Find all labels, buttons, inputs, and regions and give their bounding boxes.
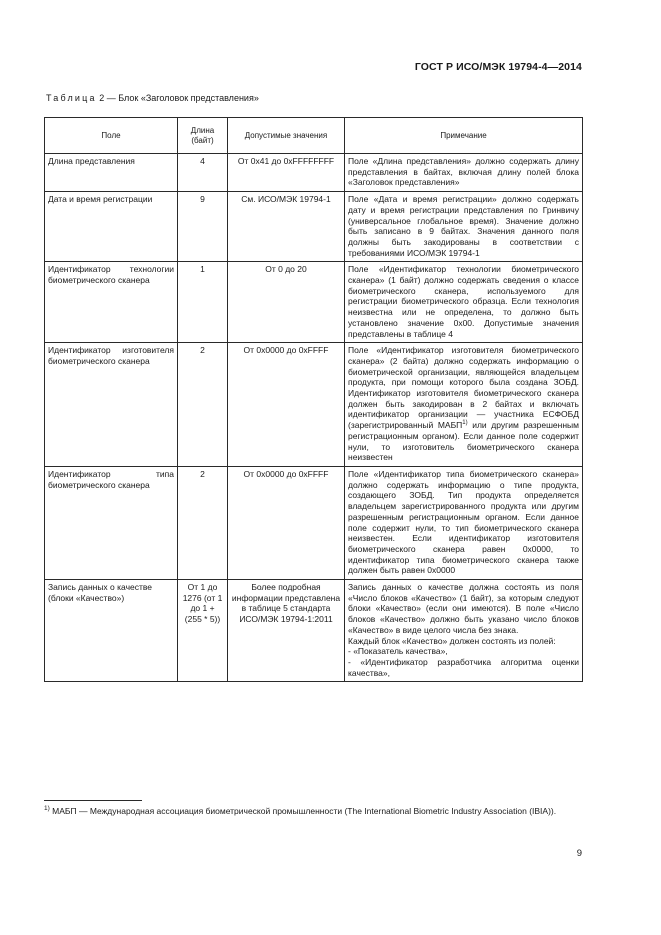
table-row [45,154,583,192]
representation-header-table [44,117,583,682]
cell-values: От 0 до 20 [228,262,345,343]
cell-field: Длина представления [45,154,178,192]
cell-note: Поле «Идентификатор технологии биометрического сканера» (1 байт) должно содержать сведения о классе биометрического сканера, используемого для регистрации биометрического образца. Если технология неизвестна или не определена, то должно быть установлено значение 0x00. Допустимые значения представлены в таблице 4 [345,262,583,343]
cell-values: Более подробная информации представлена в таблице 5 стандарта ИСО/МЭК 19794-1:2011 [228,580,345,682]
cell-field: Запись данных о качестве (блоки «Качество») [45,580,178,682]
cell-note [345,343,583,467]
footnote-divider [44,800,142,801]
cell-length: 4 [178,154,228,192]
table-row [45,580,583,682]
cell-length: 1 [178,262,228,343]
cell-note: Поле «Идентификатор типа биометрического сканера» должно содержать информацию о типе продукта, создающего ЗОБД. Тип продукта определяется владельцем зарегистрированного продукта или другим разрешенным регистрационным органом. Если данное поле содержит нули, то тип биометрического сканера неизвестен. Если идентификатор изготовителя биометрического сканера равен 0x0000, то идентификатор типа биометрического сканера также должен быть равен 0x0000 [345,466,583,579]
cell-values: См. ИСО/МЭК 19794-1 [228,192,345,262]
note-line: Каждый блок «Качество» должен состоять из полей: [348,635,556,646]
cell-field: Дата и время регистрации [45,192,178,262]
column-header-length: Длина (байт) [178,118,228,154]
cell-length: 2 [178,343,228,467]
cell-values: От 0x0000 до 0xFFFF [228,343,345,467]
column-header-field: Поле [45,118,178,154]
cell-note [345,580,583,682]
table-caption-text: 2 — Блок «Заголовок представления» [99,93,259,103]
footnote-reference: 1) [462,420,468,427]
column-header-note: Примечание [345,118,583,154]
page-number: 9 [576,848,582,859]
cell-note-part-b: или другим разрешенным регистрационным органом). Если данное поле содержит нули, то изготовитель биометрического сканера неизвестен [348,420,579,463]
cell-note-part-a: Поле «Идентификатор изготовителя биометрического сканера» (2 байта) должно содержать информацию о биометрической организации, являющейся владельцем продукта, при помощи которого была создана ЗОБД. Идентификатор изготовителя биометрического сканера должен быть закодирован в 2 байтах и включать идентификатор организации — участника ЕСФОБД (зарегистрированный МАБП [348,345,579,431]
cell-field: Идентификатор изготовителя биометрического сканера [45,343,178,467]
cell-field: Идентификатор технологии биометрического сканера [45,262,178,343]
cell-note: Поле «Дата и время регистрации» должно содержать дату и время регистрации представления по Гринвичу (универсальное глобальное время). Значение должно быть записано в 9 байтах. Значения данного поля должны быть закодированы в соответствии с требованиями ИСО/МЭК 19794-1 [345,192,583,262]
cell-length: 2 [178,466,228,579]
table-row [45,343,583,467]
cell-length: 9 [178,192,228,262]
cell-note: Поле «Длина представления» должно содержать длину представления в байтах, включая длину полей блока «Заголовок представления» [345,154,583,192]
document-header: ГОСТ Р ИСО/МЭК 19794-4—2014 [414,61,582,73]
table-caption-prefix: Таблица [46,93,97,103]
table-row [45,262,583,343]
table-row [45,466,583,579]
column-header-values: Допустимые значения [228,118,345,154]
note-line: Запись данных о качестве должна состоять из поля «Число блоков «Качество» (1 байт), за которым следуют блоки «Качество» (если они имеются). В поле «Число блоков «Качество» должно быть указано число блоков «Качество» в виде целого числа без знака. [348,582,579,635]
note-line: - «Идентификатор разработчика алгоритма оценки качества», [348,656,579,678]
footnote-mark: 1) [44,805,50,813]
table-caption [46,93,259,103]
table-header-row [45,118,583,154]
footnote-text: МАБП — Международная ассоциация биометрической промышленности (The International Biometric Industry Association (IBIA)). [52,806,557,816]
note-line: - «Показатель качества», [348,646,448,657]
cell-length: От 1 до 1276 (от 1 до 1 + (255 * 5)) [178,580,228,682]
table-row [45,192,583,262]
cell-field: Идентификатор типа биометрического сканера [45,466,178,579]
cell-values: От 0x41 до 0xFFFFFFFF [228,154,345,192]
cell-values: От 0x0000 до 0xFFFF [228,466,345,579]
footnote [44,806,582,818]
